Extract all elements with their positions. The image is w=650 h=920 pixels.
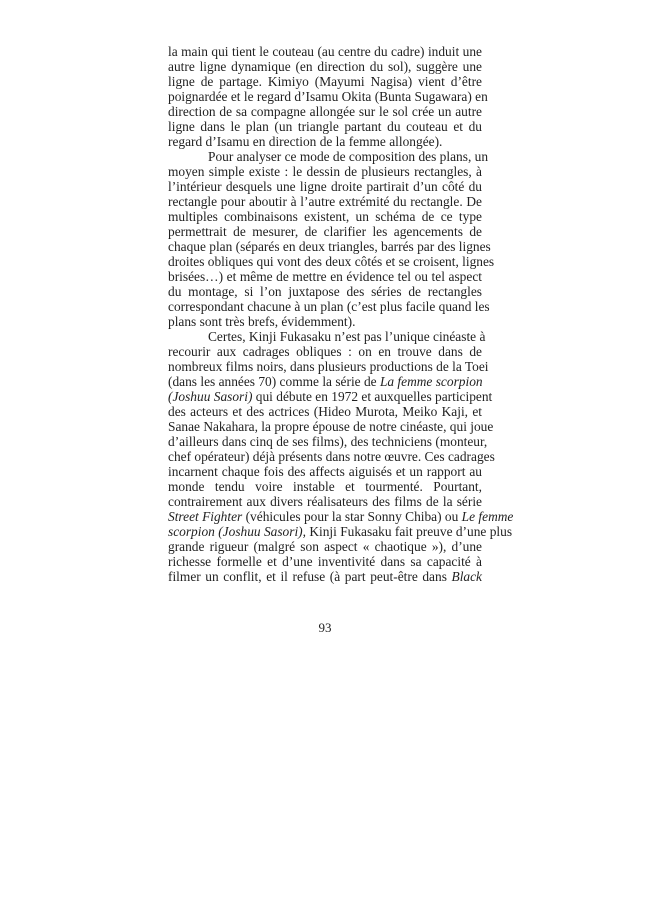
text-segment: multiples combinaisons existent, un schéma de ce type <box>168 209 482 224</box>
text-segment: poignardée et le regard d’Isamu Okita (Bunta Sugawara) en <box>168 89 488 104</box>
body-text <box>168 44 514 584</box>
text-segment: la main qui tient le couteau (au centre du cadre) induit une <box>168 44 482 59</box>
text-line <box>168 194 482 209</box>
text-line <box>168 539 482 554</box>
text-line <box>168 479 482 494</box>
text-segment: correspondant chacune à un plan (c’est plus facile quand les <box>168 299 490 314</box>
text-line <box>168 224 482 239</box>
text-segment: contrairement aux divers réalisateurs des films de la série <box>168 494 482 509</box>
text-line <box>168 554 482 569</box>
text-segment: filmer un conflit, et il refuse (à part peut-être dans <box>168 569 452 584</box>
text-line <box>168 494 482 509</box>
text-line <box>168 44 482 59</box>
text-segment: d’ailleurs dans cinq de ses films), des techniciens (monteur, <box>168 434 488 449</box>
text-segment: chef opérateur) déjà présents dans notre œuvre. Ces cadrages <box>168 449 495 464</box>
text-line <box>168 179 482 194</box>
text-segment: (dans les années 70) comme la série de <box>168 374 380 389</box>
text-line <box>168 569 482 584</box>
text-line <box>168 239 491 254</box>
page-number: 93 <box>318 620 332 635</box>
text-line <box>168 419 494 434</box>
text-segment: chaque plan (séparés en deux triangles, barrés par des lignes <box>168 239 491 254</box>
text-segment: grande rigueur (malgré son aspect « chaotique »), d’une <box>168 539 482 554</box>
text-line <box>168 449 495 464</box>
italic-title: Street Fighter <box>168 509 243 524</box>
text-segment: rectangle pour aboutir à l’autre extrémité du rectangle. De <box>168 194 482 209</box>
text-line <box>168 74 482 89</box>
text-line <box>168 404 482 419</box>
text-line <box>168 104 482 119</box>
text-segment: l’intérieur desquels une ligne droite partirait d’un côté du <box>168 179 482 194</box>
text-segment: du montage, si l’on juxtapose des séries de rectangles <box>168 284 482 299</box>
text-line <box>168 89 488 104</box>
text-line <box>168 164 482 179</box>
text-segment: recourir aux cadrages obliques : on en trouve dans de <box>168 344 482 359</box>
text-segment: ligne dans le plan (un triangle partant du couteau et du <box>168 119 482 134</box>
text-segment: Pour analyser ce mode de composition des plans, un <box>208 149 489 164</box>
text-line <box>168 509 514 524</box>
text-line <box>168 464 482 479</box>
italic-title: Black <box>451 569 482 584</box>
text-segment: plans sont très brefs, évidemment). <box>168 314 356 329</box>
text-line <box>168 284 482 299</box>
text-line <box>168 314 482 329</box>
text-segment: Sanae Nakahara, la propre épouse de notre cinéaste, qui joue <box>168 419 494 434</box>
text-line <box>168 389 493 404</box>
text-line <box>168 119 482 134</box>
text-segment: ligne de partage. Kimiyo (Mayumi Nagisa) vient d’être <box>168 74 482 89</box>
text-segment: (véhicules pour la star Sonny Chiba) ou <box>242 509 462 524</box>
text-segment: Kinji Fukasaku fait preuve d’une plus <box>306 524 513 539</box>
text-segment: droites obliques qui vont des deux côtés et se croisent, lignes <box>168 254 495 269</box>
text-segment: moyen simple existe : le dessin de plusieurs rectangles, à <box>168 164 482 179</box>
text-line <box>168 59 482 74</box>
text-line <box>168 269 482 284</box>
text-segment: Certes, Kinji Fukasaku n’est pas l’unique cinéaste à <box>208 329 486 344</box>
text-line <box>168 524 513 539</box>
text-segment: permettrait de mesurer, de clarifier les agencements de <box>168 224 482 239</box>
text-line <box>168 359 489 374</box>
text-line <box>168 209 482 224</box>
text-line <box>168 149 489 164</box>
text-line <box>168 299 490 314</box>
text-segment: regard d’Isamu en direction de la femme allongée). <box>168 134 443 149</box>
italic-title: La femme scorpion <box>379 374 483 389</box>
text-segment: direction de sa compagne allongée sur le sol crée un autre <box>168 104 482 119</box>
text-line <box>168 434 488 449</box>
text-segment: nombreux films noirs, dans plusieurs productions de la Toei <box>168 359 489 374</box>
text-segment: autre ligne dynamique (en direction du sol), suggère une <box>168 59 482 74</box>
text-line <box>168 329 486 344</box>
text-segment: richesse formelle et d’une inventivité dans sa capacité à <box>168 554 482 569</box>
text-segment: des acteurs et des actrices (Hideo Murota, Meiko Kaji, et <box>168 404 482 419</box>
italic-title: scorpion (Joshuu Sasori), <box>168 524 306 539</box>
text-line <box>168 134 482 149</box>
text-segment: monde tendu voire instable et tourmenté. Pourtant, <box>168 479 482 494</box>
text-segment: qui débute en 1972 et auxquelles participent <box>252 389 493 404</box>
italic-title: (Joshuu Sasori) <box>168 389 253 404</box>
text-segment: brisées…) et même de mettre en évidence tel ou tel aspect <box>168 269 482 284</box>
text-line <box>168 254 495 269</box>
text-line <box>168 374 482 389</box>
text-line <box>168 344 482 359</box>
text-segment: incarnent chaque fois des affects aiguisés et un rapport au <box>168 464 482 479</box>
italic-title: Le femme <box>461 509 514 524</box>
